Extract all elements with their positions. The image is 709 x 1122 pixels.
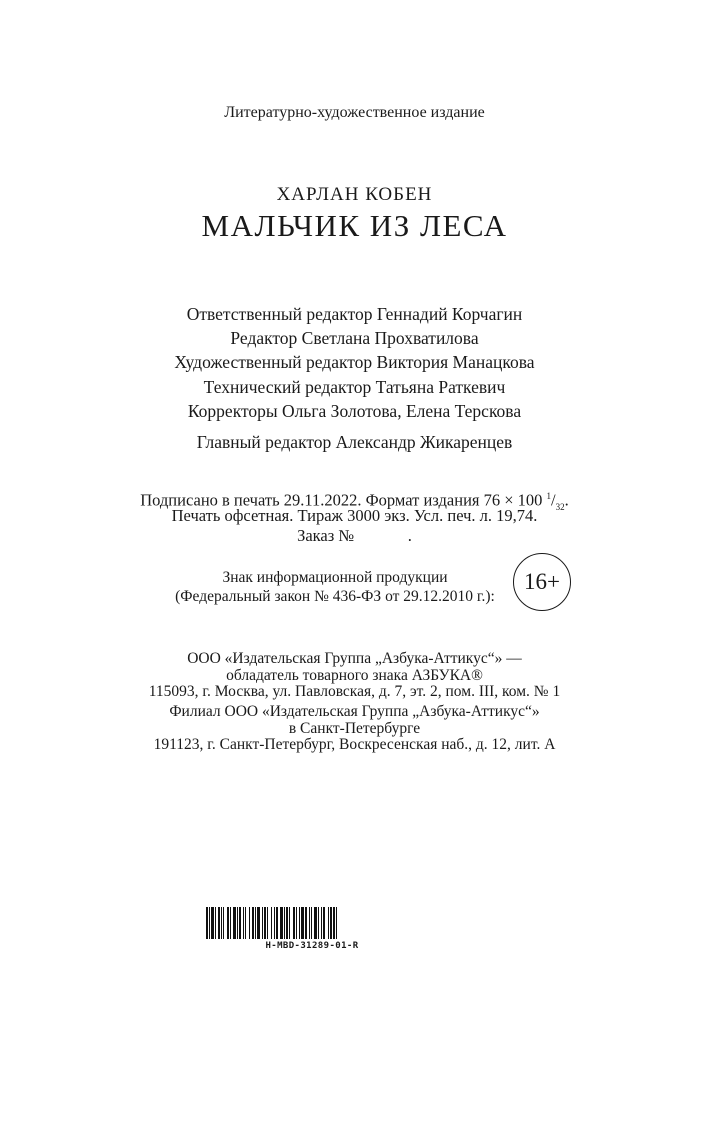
barcode-bar bbox=[330, 907, 332, 939]
credit-line: Ответственный редактор Геннадий Корчагин bbox=[186, 304, 523, 324]
barcode-bar bbox=[237, 907, 238, 939]
credit-line: Корректоры Ольга Золотова, Елена Терскова bbox=[187, 400, 522, 421]
barcode-bar bbox=[230, 907, 231, 939]
publisher-info bbox=[0, 651, 709, 754]
edition-type: Литературно-художественное издание bbox=[224, 104, 485, 121]
print-info-line-3: Заказ № . bbox=[297, 526, 412, 545]
print-date-format: Подписано в печать 29.11.2022. Формат издания 76 × 100 bbox=[140, 490, 543, 510]
barcode-bar bbox=[264, 907, 266, 939]
info-sign-text bbox=[160, 568, 510, 606]
barcode-bar bbox=[284, 907, 285, 939]
barcode-bar bbox=[206, 907, 208, 939]
barcode-label: H-MBD-31289-01-R bbox=[265, 941, 359, 951]
publisher-line: 191123, г. Санкт-Петербург, Воскресенская наб., д. 12, лит. А bbox=[153, 736, 556, 753]
publisher-line: обладатель товарного знака АЗБУКА® bbox=[226, 666, 483, 684]
barcode-bar bbox=[255, 907, 256, 939]
info-sign-line-1: Знак информационной продукции bbox=[222, 569, 448, 586]
format-denominator: 32 bbox=[555, 501, 565, 512]
barcode-bar bbox=[296, 907, 297, 939]
barcode-bar bbox=[286, 907, 288, 939]
barcode-bar bbox=[211, 907, 214, 939]
publisher-line: в Санкт-Петербурге bbox=[288, 719, 421, 737]
barcode-bar bbox=[336, 907, 337, 939]
credits-list bbox=[0, 302, 709, 423]
barcode-bar bbox=[276, 907, 278, 939]
publisher-line: 115093, г. Москва, ул. Павловская, д. 7, эт. 2, пом. III, ком. № 1 bbox=[148, 683, 561, 700]
print-info-line-1: Подписано в печать 29.11.2022. Формат издания 76 × 100 $^1/_{32}$. bbox=[140, 490, 569, 512]
barcode-bar bbox=[309, 907, 310, 939]
barcode-bar bbox=[239, 907, 241, 939]
info-sign-line-2: (Федеральный закон № 436-ФЗ от 29.12.2010 г.): bbox=[175, 588, 495, 605]
barcode-bar bbox=[245, 907, 246, 939]
barcode-bar bbox=[274, 907, 275, 939]
barcode-bar bbox=[221, 907, 222, 939]
format-numerator: 1 bbox=[546, 491, 552, 501]
barcode-bar bbox=[301, 907, 304, 939]
publisher-line: Филиал ООО «Издательская Группа „Азбука-Аттикус“» bbox=[169, 703, 540, 720]
barcode-bar bbox=[311, 907, 312, 939]
barcode-bar bbox=[243, 907, 244, 939]
barcode-bar bbox=[323, 907, 325, 939]
credit-line: Художественный редактор Виктория Манацкова bbox=[174, 352, 535, 373]
barcode-bar bbox=[333, 907, 335, 939]
barcode-bar bbox=[267, 907, 268, 939]
barcode-bar bbox=[318, 907, 319, 939]
barcode-bar bbox=[215, 907, 216, 939]
print-info-line-2: Печать офсетная. Тираж 3000 экз. Усл. печ. л. 19,74. bbox=[171, 506, 538, 525]
barcode-bar bbox=[289, 907, 290, 939]
chief-editor: Главный редактор Александр Жикаренцев bbox=[196, 432, 513, 452]
barcode-bar bbox=[305, 907, 307, 939]
barcode-bar bbox=[257, 907, 260, 939]
barcode-bar bbox=[218, 907, 220, 939]
barcode-bar bbox=[249, 907, 250, 939]
publisher-line: ООО «Издательская Группа „Азбука-Аттикус“» — bbox=[187, 650, 522, 667]
barcode-bar bbox=[209, 907, 210, 939]
barcode-bar bbox=[262, 907, 263, 939]
barcode-bar bbox=[223, 907, 224, 939]
barcode-bar bbox=[271, 907, 272, 939]
barcode-bar bbox=[321, 907, 322, 939]
credit-line: Редактор Светлана Прохватилова bbox=[230, 328, 479, 349]
barcode-bar bbox=[280, 907, 283, 939]
barcode-block bbox=[206, 907, 418, 951]
barcode-bar bbox=[233, 907, 236, 939]
barcode-bar bbox=[328, 907, 329, 939]
credit-line: Технический редактор Татьяна Раткевич bbox=[203, 376, 506, 397]
barcode-bar bbox=[227, 907, 229, 939]
barcode-bar bbox=[252, 907, 254, 939]
barcode-bar bbox=[314, 907, 317, 939]
barcode-icon bbox=[206, 907, 418, 939]
barcode-bar bbox=[293, 907, 295, 939]
book-title: МАЛЬЧИК ИЗ ЛЕСА bbox=[201, 208, 508, 243]
barcode-bar bbox=[299, 907, 300, 939]
print-info bbox=[0, 486, 709, 546]
author-name: ХАРЛАН КОБЕН bbox=[276, 184, 433, 205]
age-rating-badge: 16+ bbox=[513, 553, 571, 611]
